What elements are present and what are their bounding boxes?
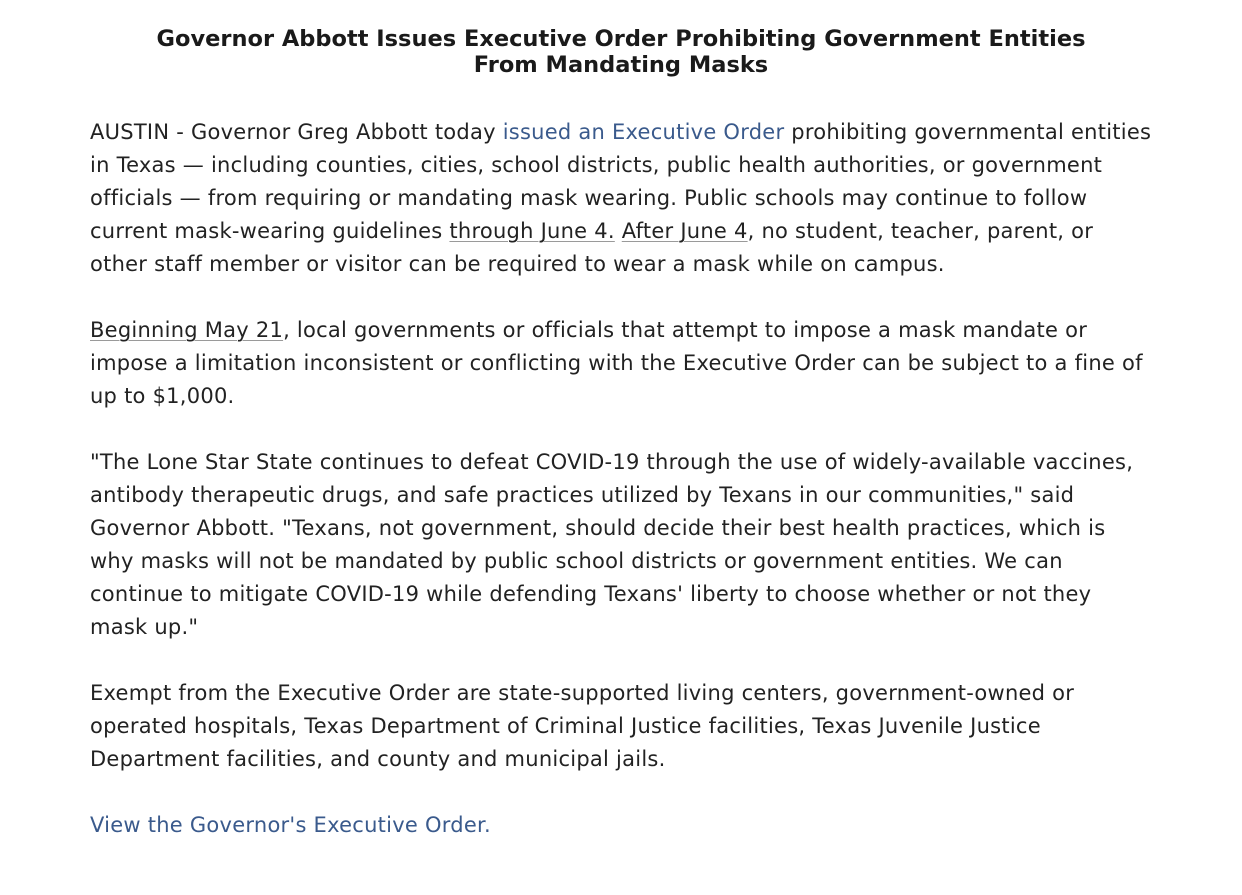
title-line-1: Governor Abbott Issues Executive Order Prohibiting Government Entities [156,26,1086,52]
announcement-body-text: prohibiting governmental entities in Texas — including counties, cities, school districts, public health authorities, or government officials — from requiring or mandating mask wearing. Public schools may continue to follow current mask-wearing guidelines [90,120,1152,243]
announcement-lead-text: AUSTIN - Governor Greg Abbott today [90,120,503,144]
executive-order-link[interactable]: issued an Executive Order [502,120,785,144]
paragraph-view-order [90,809,1152,842]
date-beginning-may-21[interactable]: Beginning May 21 [90,318,284,342]
view-executive-order-link[interactable]: View the Governor's Executive Order. [90,813,491,837]
page-title [90,26,1152,78]
paragraph-fine [90,314,1152,413]
paragraph-quote [90,446,1152,644]
date-after-june-4[interactable]: After June 4 [621,219,748,243]
paragraph-exemptions [90,677,1152,776]
announcement-tail-text: , no student, teacher, parent, or other staff member or visitor can be required to wear a mask while on campus. [90,219,1094,276]
paragraph-announcement [90,116,1152,281]
title-line-2: From Mandating Masks [473,52,769,78]
exemptions-text: Exempt from the Executive Order are state-supported living centers, government-owned or operated hospitals, Texas Department of Criminal Justice facilities, Texas Juvenile Justice Department facilities, and county and municipal jails. [90,681,1075,771]
date-through-june-4[interactable]: through June 4. [449,219,615,243]
quote-text: "The Lone Star State continues to defeat COVID-19 through the use of widely-available vaccines, antibody therapeutic drugs, and safe practices utilized by Texans in our communities," said Governor Abbott. "Texans, not government, should decide their best health practices, which is why masks will not be mandated by public school districts or government entities. We can continue to mitigate COVID-19 while defending Texans' liberty to choose whether or not they mask up." [90,450,1134,639]
date-separator [615,219,622,243]
fine-text: , local governments or officials that attempt to impose a mask mandate or impose a limitation inconsistent or conflicting with the Executive Order can be subject to a fine of up to $1,000. [90,318,1143,408]
